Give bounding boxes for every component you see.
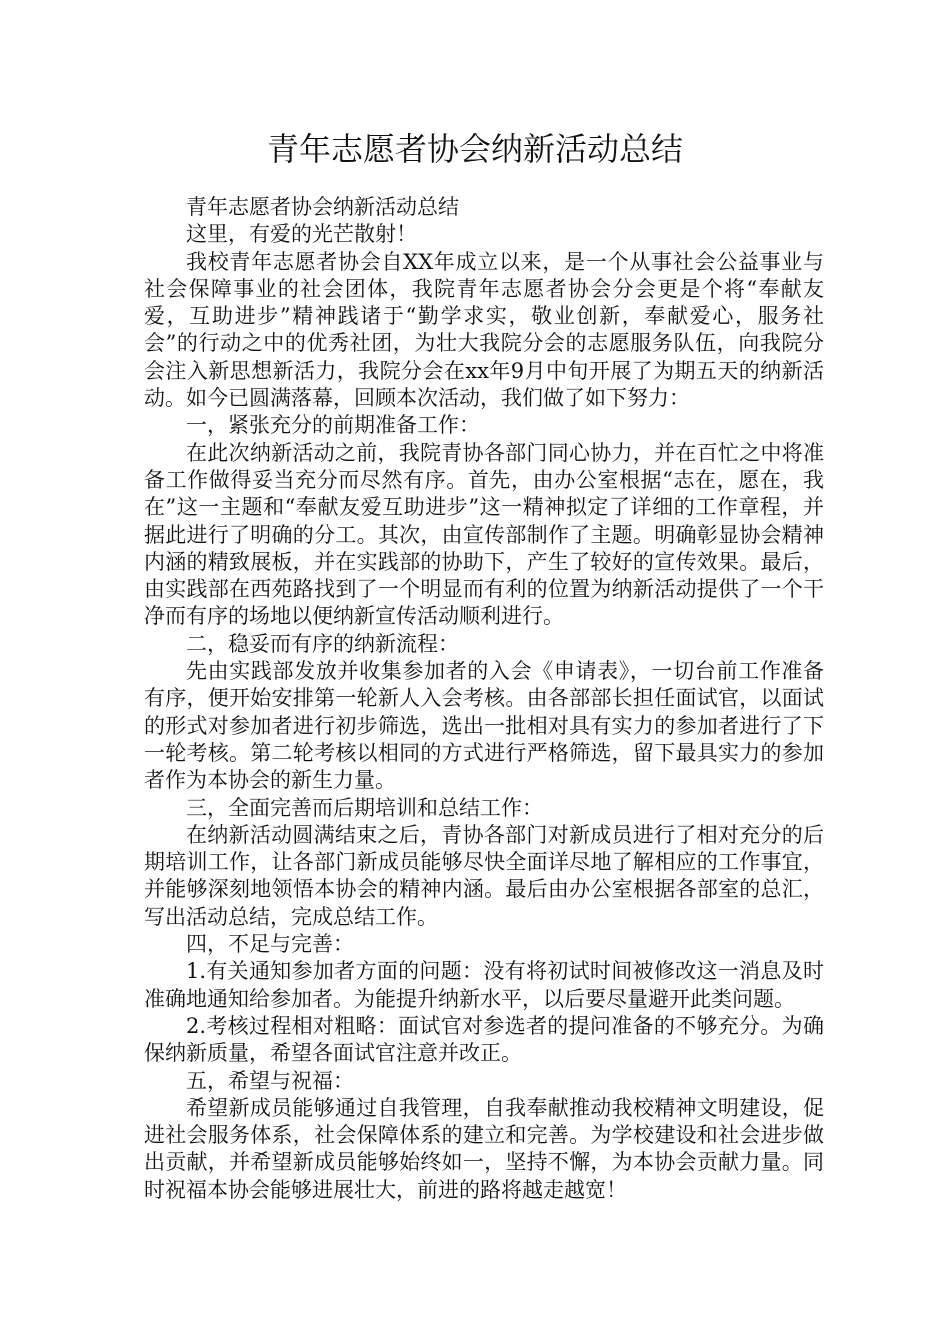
paragraph-wishes: 希望新成员能够通过自我管理，自我奉献推动我校精神文明建设，促进社会服务体系，社会保障体系的建立和完善。为学校建设和社会进步做出贡献，并希望新成员能够始终如一，坚持不懈，为本协会贡献力量。同时祝福本协会能够进展壮大，前进的路将越走越宽！ xyxy=(144,1095,824,1202)
paragraph-slogan: 这里，有爱的光芒散射！ xyxy=(186,222,417,247)
paragraph-training: 在纳新活动圆满结束之后，青协各部门对新成员进行了相对充分的后期培训工作，让各部门新成员能够尽快全面详尽地了解相应的工作事宜，并能够深刻地领悟本协会的精神内涵。最后由办公室根据各部室的总汇，写出活动总结，完成总结工作。 xyxy=(144,822,824,929)
section-heading-3: 三，全面完善而后期培训和总结工作： xyxy=(186,795,543,820)
document-body xyxy=(144,194,824,1204)
paragraph-intro: 我校青年志愿者协会自XX年成立以来，是一个从事社会公益事业与社会保障事业的社会团体，我院青年志愿者协会分会更是个将“奉献友爱，互助进步”精神践诸于“勤学求实，敬业创新，奉献爱心，服务社会”的行动之中的优秀社团，为壮大我院分会的志愿服务队伍，向我院分会注入新思想新活力，我院分会在xx年9月中旬开展了为期五天的纳新活动。如今已圆满落幕，回顾本次活动，我们做了如下努力： xyxy=(144,249,824,411)
paragraph-process: 先由实践部发放并收集参加者的入会《申请表》，一切台前工作准备有序，便开始安排第一轮新人入会考核。由各部部长担任面试官，以面试的形式对参加者进行初步筛选，选出一批相对具有实力的参加者进行了下一轮考核。第二轮考核以相同的方式进行严格筛选，留下最具实力的参加者作为本协会的新生力量。 xyxy=(144,659,824,793)
section-heading-5: 五，希望与祝福： xyxy=(186,1068,354,1093)
document-title: 青年志愿者协会纳新活动总结 xyxy=(266,130,683,168)
section-heading-4: 四，不足与完善： xyxy=(186,932,354,957)
paragraph-issue-1: 1.有关通知参加者方面的问题：没有将初试时间被修改这一消息及时准确地通知给参加者。为能提升纳新水平，以后要尽量避开此类问题。 xyxy=(144,959,824,1011)
paragraph-preparation: 在此次纳新活动之前，我院青协各部门同心协力，并在百忙之中将准备工作做得妥当充分而尽然有序。首先，由办公室根据“志在，愿在，我在”这一主题和“奉献友爱互助进步”这一精神拟定了详细的工作章程，并据此进行了明确的分工。其次，由宣传部制作了主题。明确彰显协会精神内涵的精致展板，并在实践部的协助下，产生了较好的宣传效果。最后，由实践部在西苑路找到了一个明显而有利的位置为纳新活动提供了一个干净而有序的场地以便纳新宣传活动顺利进行。 xyxy=(144,440,824,629)
section-heading-1: 一，紧张充分的前期准备工作： xyxy=(186,413,480,438)
section-heading-2: 二，稳妥而有序的纳新流程： xyxy=(186,631,459,656)
paragraph-issue-2: 2.考核过程相对粗略：面试官对参选者的提问准备的不够充分。为确保纳新质量，希望各面试官注意并改正。 xyxy=(144,1013,824,1066)
paragraph-heading-repeat: 青年志愿者协会纳新活动总结 xyxy=(186,195,459,219)
